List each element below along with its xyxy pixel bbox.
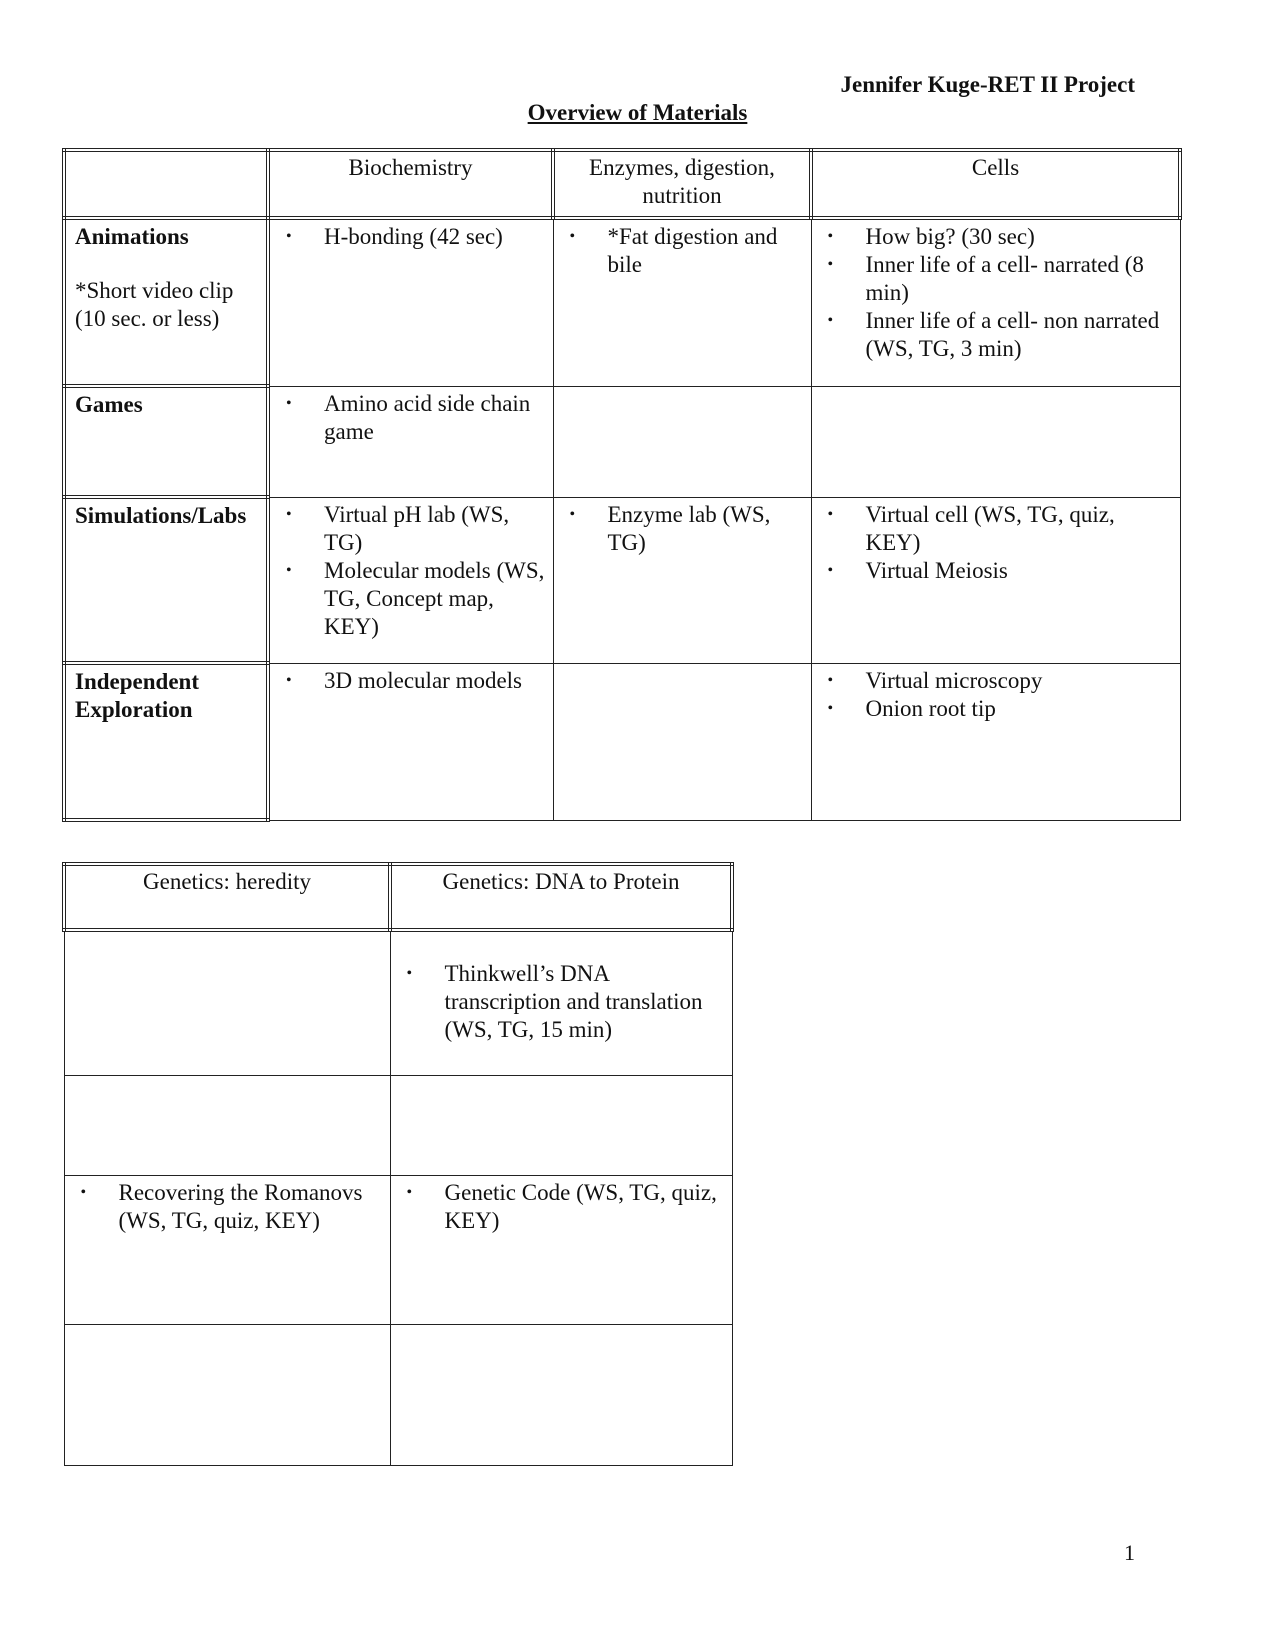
table-cell xyxy=(268,386,553,497)
table-row xyxy=(64,497,1180,663)
table-cell xyxy=(811,497,1180,663)
column-header: Genetics: heredity xyxy=(64,864,390,930)
row-label: Games xyxy=(75,392,143,417)
table-header-row xyxy=(64,864,732,930)
table-cell xyxy=(390,930,732,1075)
table-cell xyxy=(268,663,553,820)
list-item: • 3D molecular models xyxy=(280,667,545,695)
materials-overview-table xyxy=(62,148,1182,822)
table-cell xyxy=(553,663,811,820)
column-header: Biochemistry xyxy=(268,150,553,218)
row-label-cell xyxy=(64,218,268,386)
list-item: • H-bonding (42 sec) xyxy=(280,223,545,251)
table-cell xyxy=(390,1075,732,1175)
page-number: 1 xyxy=(1124,1540,1135,1565)
list-item: • Molecular models (WS, TG, Concept map, KEY) xyxy=(280,557,545,641)
list-item: • Virtual pH lab (WS, TG) xyxy=(280,501,545,557)
table-cell xyxy=(64,1075,390,1175)
list-item: • Virtual Meiosis xyxy=(822,557,1172,585)
table-cell xyxy=(390,1175,732,1324)
list-item: • Onion root tip xyxy=(822,695,1172,723)
table-row xyxy=(64,1175,732,1324)
table-row xyxy=(64,386,1180,497)
column-header: Genetics: DNA to Protein xyxy=(390,864,732,930)
table-row xyxy=(64,1324,732,1465)
document-title: Overview of Materials xyxy=(527,100,748,125)
row-label-cell xyxy=(64,663,268,820)
row-label: Simulations/Labs xyxy=(75,503,247,528)
corner-cell xyxy=(64,150,268,218)
list-item: • Enzyme lab (WS, TG) xyxy=(564,501,803,557)
row-label-cell xyxy=(64,497,268,663)
list-item: • Amino acid side chain game xyxy=(280,390,545,446)
list-item: • Recovering the Romanovs (WS, TG, quiz, KEY) xyxy=(75,1179,382,1235)
genetics-materials-table xyxy=(62,862,734,1466)
table-cell xyxy=(64,1324,390,1465)
table-cell xyxy=(553,497,811,663)
table-cell xyxy=(811,218,1180,386)
list-item: • Inner life of a cell- non narrated (WS, TG, 3 min) xyxy=(822,307,1172,363)
table-cell xyxy=(553,386,811,497)
table-cell xyxy=(390,1324,732,1465)
table-cell xyxy=(268,218,553,386)
table-row xyxy=(64,1075,732,1175)
row-label: Independent Exploration xyxy=(75,669,199,722)
table-cell xyxy=(553,218,811,386)
column-header: Enzymes, digestion, nutrition xyxy=(553,150,811,218)
table-cell xyxy=(64,930,390,1075)
list-item: • *Fat digestion and bile xyxy=(564,223,803,279)
table-row xyxy=(64,930,732,1075)
table-cell xyxy=(268,497,553,663)
list-item: • Genetic Code (WS, TG, quiz, KEY) xyxy=(401,1179,724,1235)
document-author-header: Jennifer Kuge-RET II Project xyxy=(840,72,1135,97)
table-row xyxy=(64,218,1180,386)
list-item: • Inner life of a cell- narrated (8 min) xyxy=(822,251,1172,307)
list-item: • Thinkwell’s DNA transcription and translation (WS, TG, 15 min) xyxy=(401,960,724,1044)
row-sublabel: *Short video clip (10 sec. or less) xyxy=(75,278,234,331)
list-item: • Virtual microscopy xyxy=(822,667,1172,695)
table-header-row xyxy=(64,150,1180,218)
table-cell xyxy=(811,663,1180,820)
row-label: Animations xyxy=(75,224,189,249)
table-row xyxy=(64,663,1180,820)
row-label-cell xyxy=(64,386,268,497)
list-item: • Virtual cell (WS, TG, quiz, KEY) xyxy=(822,501,1172,557)
column-header: Cells xyxy=(811,150,1180,218)
table-cell xyxy=(811,386,1180,497)
list-item: • How big? (30 sec) xyxy=(822,223,1172,251)
table-cell xyxy=(64,1175,390,1324)
